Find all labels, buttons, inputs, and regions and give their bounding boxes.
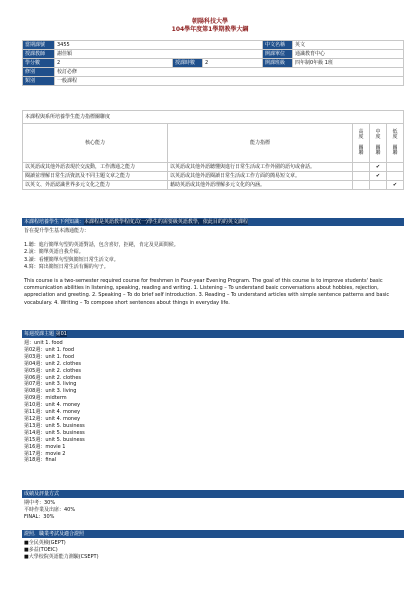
teacher-value: 謝佳穎 [55,50,263,59]
week-item: 第17週：movie 2 [24,450,66,457]
weekly-title: 每週授課主題 第01 [22,330,404,338]
check-icon: ✔ [370,163,387,172]
dept-value: 通識教育中心 [293,50,404,59]
syllabus-title: 104學年度第1學期教學大綱 [171,26,249,33]
certs-body: ■全民英檢(GEPT) ■多益(TOEIC) ■大學校院英語能力測驗(CSEPT) [24,540,99,561]
cname-value: 英文 [293,41,404,50]
objectives-section [22,218,404,309]
objectives-english: This course is a two-semester required course for freshmen in Four-year Evening Program. The goal of this course is to improve students' basic communication abilities in listening, speaking, reading and writing. 1. Listening – To understand basic conversations about hobbies, rejection, appreciation and greeting. 2. Speaking – To do brief self introduction. 3. Reading – To understand articles with simple sentence patterns and basic vocabulary. 4. Writing – To compose short sentences about things in everyday life. [24,278,390,306]
class-label: 開課班級 [263,59,293,68]
week-item: 第05週：unit 2. clothes [24,367,82,374]
credits-value: 2 [55,59,173,68]
certs-section [22,530,404,564]
week-item: 第03週：unit 1. food [24,353,75,360]
credits-label: 學分數 [23,59,55,68]
course-info-table [22,40,404,86]
grading-title: 成績及評量方式 [22,490,404,498]
competency-title: 本課程與系所培養學生能力指標關聯度 [23,111,404,124]
competency-row: 閱讀並理解日常生活資訊及不同主題文章之能力 以英語或其他外語閱讀日常生活或工作方面的簡易短文章。 ✔ [23,172,404,181]
week-item: 第07週：unit 3. living [24,381,77,388]
type-value: 校訂必修 [55,68,404,77]
competency-row: 以英語或其他外語表現於交流動，工作溝通之能力 以英語或其他外語聽懂與進行日常生活或工作外圍的語句或會話。 ✔ [23,163,404,172]
objectives-body: 旨在提升學生基本溝通能力： 1.聽：進行簡單句型的英語對話，包含喜好，拒絕，肯定及見面問候。 2.說：簡單英語自我介紹。 3.讀：看懂簡單句型與簡短日常生活文章。 4.寫：寫出簡短日常生活有關的句子。 This course is a two-semester required course for freshmen in Four-year Evening Program. The goal of this course is to improve students' basic communication abilities in listening, speaking, reading and writing. 1. Listening – To understand basic conversations about hobbies, rejection, appreciation and greeting. 2. Speaking – To do brief self introduction. 3. Reading – To understand articles with simple sentence patterns and basic vocabulary. 4. Writing – To compose short sentences about things in everyday life. [22,226,404,309]
weekly-list [22,338,404,466]
week-item: 第09週：midterm [24,395,67,402]
competency-table [22,110,404,190]
week-item: 第11週：unit 4. money [24,409,81,416]
hours-label: 授課時數 [173,59,203,68]
grading-body: 期中考：30% 平時作業及出席：40% FINAL：30% [24,500,76,521]
course-code-value: 3455 [55,41,263,50]
mid-header: 中 度 關 聯 [370,124,387,163]
class-value: 四年制0年級 1班 [293,59,404,68]
competency-section [22,110,404,190]
objectives-title: 本課程培養學生下列知識：本課程是英語教學程度式(一)學生的需要級英語教學，依此目的的英文課程 [22,218,404,226]
high-header: 高 度 關 聯 [353,124,370,163]
week-item: 第08週：unit 3. living [24,388,77,395]
low-header: 低 度 關 聯 [387,124,404,163]
week-item: 第10週：unit 4. money [24,402,81,409]
indicator-header: 能力指標 [168,124,353,163]
competency-row: 以英文、外語認識世界多元文化之能力 藉助英語或其他外語理解多元文化的內涵。 ✔ [23,181,404,190]
check-icon: ✔ [370,172,387,181]
week-item: 第14週：unit 5. business [24,429,85,436]
dept-label: 開課單位 [263,50,293,59]
weekly-section [22,330,404,466]
course-code-label: 當期課號 [23,41,55,50]
university-title: 朝陽科技大學 [191,18,228,25]
week-item: 第04週：unit 2. clothes [24,360,82,367]
core-header: 核心能力 [23,124,168,163]
week-item: 週：unit 1. food [24,340,63,346]
week-item: 第13週：unit 5. business [24,422,85,429]
hours-value: 2 [203,59,263,68]
category-value: 一般課程 [55,77,404,86]
check-icon: ✔ [387,181,404,190]
teacher-label: 授課教師 [23,50,55,59]
grading-section [22,490,404,524]
week-item: 第12週：unit 4. money [24,415,81,422]
week-item: 第16週：movie 1 [24,443,66,450]
type-label: 修別 [23,68,55,77]
certs-title: 證照．職業考試及適合證照 [22,530,404,538]
week-item: 第18週：final [24,457,57,464]
category-label: 類別 [23,77,55,86]
cname-label: 中文名稱 [263,41,293,50]
week-item: 第06週：unit 2. clothes [24,374,82,381]
week-item: 第15週：unit 5. business [24,436,85,443]
week-item: 第02週：unit 1. food [24,346,75,353]
